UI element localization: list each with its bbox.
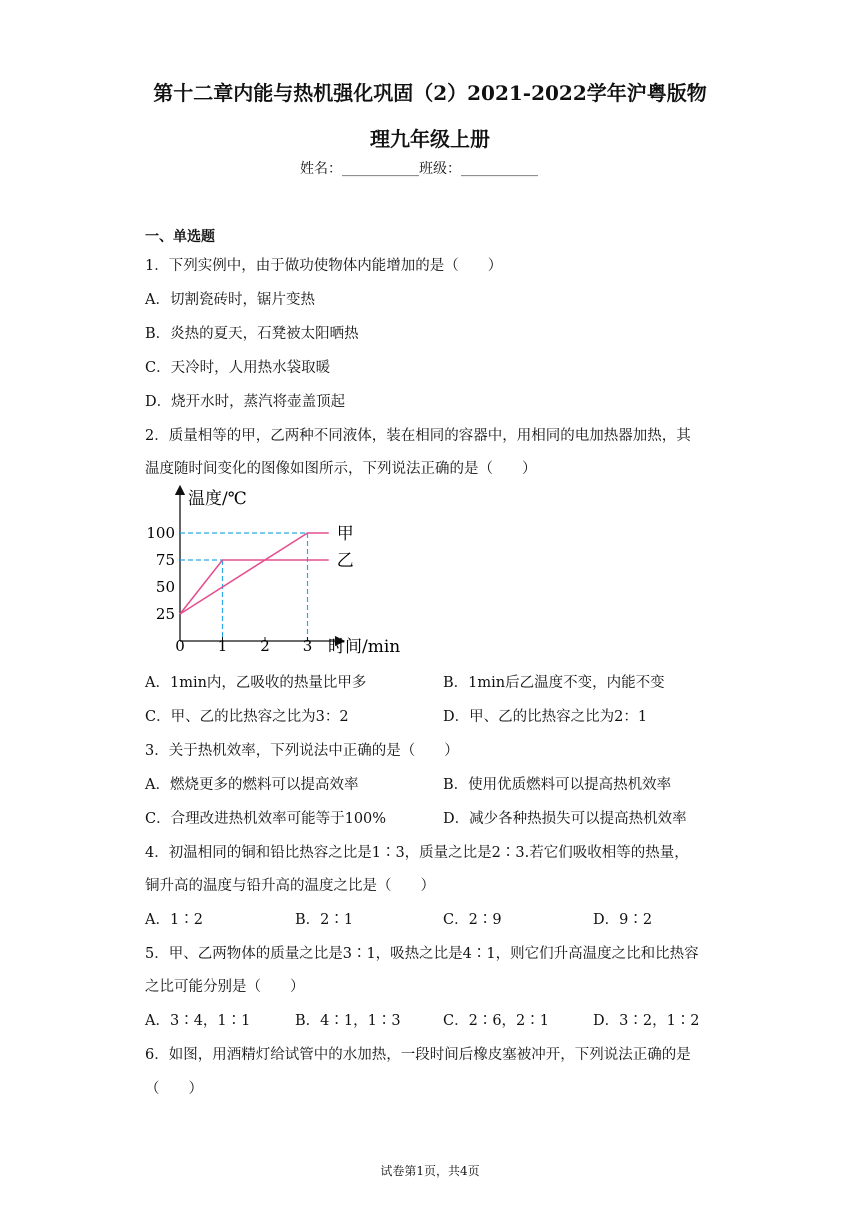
- student-info: 姓名：___________班级：___________: [300, 161, 538, 177]
- q4-stem-line1: 4．初温相同的铜和铅比热容之比是1∶3，质量之比是2∶3.若它们吸收相等的热量，: [145, 845, 689, 861]
- x-tick-label: 2: [260, 637, 270, 655]
- page-title: 第十二章内能与热机强化巩固（2）2021-2022学年沪粤版物: [153, 81, 707, 105]
- y-tick-label: 75: [155, 551, 175, 569]
- q2-option-c: C．甲、乙的比热容之比为3：2: [145, 709, 349, 725]
- y-axis-label: 温度/℃: [188, 489, 247, 509]
- y-tick-label: 25: [155, 605, 175, 623]
- q1-option-d: D．烧开水时，蒸汽将壶盖顶起: [145, 394, 346, 410]
- q5-option-d: D．3∶2，1∶2: [593, 1013, 700, 1029]
- q4-option-d: D．9∶2: [593, 912, 653, 928]
- temperature-time-chart: [140, 484, 420, 664]
- x-tick-label: 1: [217, 637, 228, 655]
- q4-option-c: C．2∶9: [443, 912, 502, 928]
- q1-stem: 1．下列实例中，由于做功使物体内能增加的是（ ）: [145, 258, 503, 274]
- q2-stem-line1: 2．质量相等的甲，乙两种不同液体，装在相同的容器中，用相同的电加热器加热，其: [145, 428, 691, 444]
- x-tick-label: 3: [302, 637, 313, 655]
- q2-option-a: A．1min内，乙吸收的热量比甲多: [145, 675, 367, 691]
- q6-stem-line1: 6．如图，用酒精灯给试管中的水加热，一段时间后橡皮塞被冲开，下列说法正确的是: [145, 1047, 691, 1063]
- series-line-1: [180, 533, 329, 614]
- y-tick-label: 50: [155, 578, 175, 596]
- y-tick-label: 100: [146, 524, 175, 542]
- page-footer: 试卷第1页，共4页: [380, 1164, 480, 1178]
- q4-option-a: A．1∶2: [145, 912, 203, 928]
- x-axis-label: 时间/min: [328, 637, 401, 657]
- q2-stem-line2: 温度随时间变化的图像如图所示，下列说法正确的是（ ）: [145, 461, 537, 477]
- q2-option-d: D．甲、乙的比热容之比为2：1: [443, 709, 648, 725]
- q1-option-c: C．天冷时，人用热水袋取暖: [145, 360, 331, 376]
- q5-stem-line2: 之比可能分别是（ ）: [145, 979, 305, 995]
- q5-option-a: A．3∶4，1∶1: [145, 1013, 251, 1029]
- series-label-1: 甲: [336, 524, 354, 544]
- q6-stem-line2: （ ）: [145, 1081, 203, 1097]
- q4-stem-line2: 铜升高的温度与铅升高的温度之比是（ ）: [145, 878, 435, 894]
- q3-stem: 3．关于热机效率，下列说法中正确的是（ ）: [145, 743, 459, 759]
- page-title-line2: 理九年级上册: [370, 127, 490, 151]
- series-line-2: [180, 560, 329, 614]
- q1-option-a: A．切割瓷砖时，锯片变热: [145, 292, 315, 308]
- q2-option-b: B．1min后乙温度不变，内能不变: [443, 675, 665, 691]
- q3-option-d: D．减少各种热损失可以提高热机效率: [443, 811, 687, 827]
- series-label-2: 乙: [336, 551, 354, 571]
- section-heading: 一、单选题: [145, 229, 215, 245]
- q3-option-c: C．合理改进热机效率可能等于100%: [145, 811, 387, 827]
- q1-option-b: B．炎热的夏天，石凳被太阳晒热: [145, 326, 359, 342]
- q4-option-b: B．2∶1: [295, 912, 354, 928]
- q5-option-c: C．2∶6，2∶1: [443, 1013, 549, 1029]
- q5-stem-line1: 5．甲、乙两物体的质量之比是3∶1，吸热之比是4∶1，则它们升高温度之比和比热容: [145, 946, 699, 962]
- q3-option-a: A．燃烧更多的燃料可以提高效率: [145, 777, 359, 793]
- origin-label: 0: [175, 637, 185, 655]
- q3-option-b: B．使用优质燃料可以提高热机效率: [443, 777, 672, 793]
- q5-option-b: B．4∶1，1∶3: [295, 1013, 401, 1029]
